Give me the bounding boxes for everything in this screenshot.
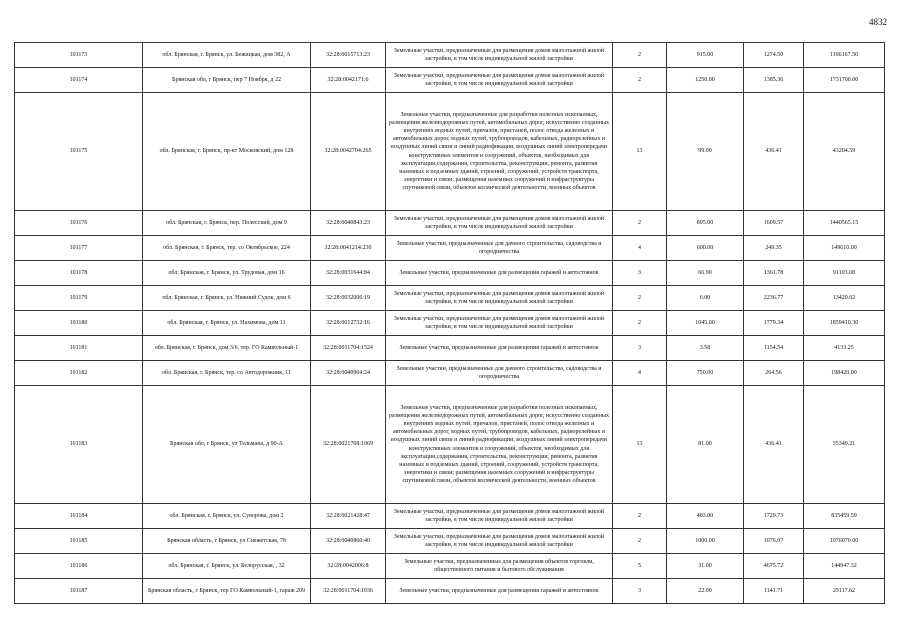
- specific-value-cell: 2236.77: [744, 286, 804, 311]
- cadastral-number-cell: 32:28:0012732:16: [311, 311, 386, 336]
- cadastral-value-cell: 13420.62: [804, 286, 885, 311]
- area-cell: 31.00: [667, 554, 744, 579]
- cadastral-value-cell: 35349.21: [804, 386, 885, 504]
- parcel-number-cell: 101178: [15, 261, 143, 286]
- cadastral-value-cell: 1076070.00: [804, 529, 885, 554]
- address-cell: обл. Брянская, г. Брянск, тер. со Автодорожник, 11: [143, 361, 311, 386]
- area-cell: 600.00: [667, 236, 744, 261]
- specific-value-cell: 1076.07: [744, 529, 804, 554]
- area-cell: 1250.00: [667, 68, 744, 93]
- address-cell: обл. Брянская, г. Брянск, ул. Белорусская, , 32: [143, 554, 311, 579]
- parcel-number-cell: 101185: [15, 529, 143, 554]
- land-use-cell: Земельные участки, предназначенные для дачного строительства, садоводства и огородничества: [386, 361, 613, 386]
- land-use-cell: Земельные участки, предназначенные для размещения гаражей и автостоянок: [386, 261, 613, 286]
- specific-value-cell: 4675.72: [744, 554, 804, 579]
- land-use-cell: Земельные участки, предназначенные для размещения домов малоэтажной жилой застройки, в том числе индивидуальной жилой застройки: [386, 311, 613, 336]
- cadastral-value-cell: 144947.32: [804, 554, 885, 579]
- group-cell: 2: [613, 211, 667, 236]
- specific-value-cell: 1154.54: [744, 336, 804, 361]
- cadastral-value-cell: 91103.08: [804, 261, 885, 286]
- parcel-number-cell: 101183: [15, 386, 143, 504]
- land-use-cell: Земельные участки, предназначенные для размещения домов малоэтажной жилой застройки, в том числе индивидуальной жилой застройки: [386, 504, 613, 529]
- specific-value-cell: 1385.36: [744, 68, 804, 93]
- specific-value-cell: 1361.78: [744, 261, 804, 286]
- table-row: [15, 286, 885, 311]
- table-row: [15, 554, 885, 579]
- group-cell: 13: [613, 93, 667, 211]
- land-use-cell: Земельные участки, предназначенные для размещения домов малоэтажной жилой застройки, в том числе индивидуальной жилой застройки: [386, 211, 613, 236]
- land-use-cell: Земельные участки, предназначенные для размещения объектов торговли, общественного питания и бытового обслуживания: [386, 554, 613, 579]
- land-use-cell: Земельные участки, предназначенные для размещения домов малоэтажной жилой застройки, в том числе индивидуальной жилой застройки: [386, 68, 613, 93]
- table-row: [15, 211, 885, 236]
- group-cell: 5: [613, 554, 667, 579]
- area-cell: 99.00: [667, 93, 744, 211]
- area-cell: 6.00: [667, 286, 744, 311]
- area-cell: 66.90: [667, 261, 744, 286]
- group-cell: 2: [613, 311, 667, 336]
- address-cell: Брянская область, г Брянск, тер ГО Камвольный-1, гараж 209: [143, 579, 311, 604]
- group-cell: 13: [613, 386, 667, 504]
- land-use-cell: Земельные участки, предназначенные для размещения гаражей и автостоянок: [386, 579, 613, 604]
- cadastral-number-cell: 32:28:0042704:265: [311, 93, 386, 211]
- table-row: [15, 336, 885, 361]
- table-row: [15, 311, 885, 336]
- group-cell: 2: [613, 43, 667, 68]
- land-use-cell: Земельные участки, предназначенные для размещения домов малоэтажной жилой застройки, в том числе индивидуальной жилой застройки: [386, 286, 613, 311]
- cadastral-number-cell: 32:28:0040860:40: [311, 529, 386, 554]
- land-use-cell: Земельные участки, предназначенные для разработки полезных ископаемых, размещения железнодорожных путей, автомобильных дорог, искусственно созданных внутренних водных путей, причалов, пристаней, полос отвода железных и автомобильных дорог, водных путей, трубопроводов, кабельных, радиорелейных и воздушных линий связи и линий радиофикации, воздушных линий электропередачи конструктивных элементов и сооружений, объектов, необходимых для эксплуатации,содержания, строительства, реконструкции, ремонта, развития наземных и подземных зданий, строений, сооружений, устройств транспорта, энергетики и связи; размещения наземных сооружений и инфраструктуры спутниковой связи, объектов космической деятельности, военных объектов: [386, 93, 613, 211]
- page-number: 4832: [869, 17, 887, 27]
- parcel-number-cell: 101176: [15, 211, 143, 236]
- specific-value-cell: 249.35: [744, 236, 804, 261]
- group-cell: 2: [613, 529, 667, 554]
- group-cell: 4: [613, 361, 667, 386]
- address-cell: обл. Брянская, г. Брянск, пер. Полесский, дом 9: [143, 211, 311, 236]
- address-cell: обл. Брянская, г. Брянск, дом 3/6, тер. ГО Камвольный-1: [143, 336, 311, 361]
- specific-value-cell: 1729.73: [744, 504, 804, 529]
- group-cell: 3: [613, 336, 667, 361]
- table-row: [15, 361, 885, 386]
- area-cell: 483.00: [667, 504, 744, 529]
- table-row: [15, 529, 885, 554]
- cadastral-value-cell: 1440565.15: [804, 211, 885, 236]
- group-cell: 2: [613, 286, 667, 311]
- group-cell: 4: [613, 236, 667, 261]
- address-cell: обл. Брянская, г. Брянск, ул. Суворова, дом 2: [143, 504, 311, 529]
- land-use-cell: Земельные участки, предназначенные для дачного строительства, садоводства и огородничества: [386, 236, 613, 261]
- parcel-number-cell: 101174: [15, 68, 143, 93]
- address-cell: обл. Брянская, г. Брянск, тер. со Октябрьское, 224: [143, 236, 311, 261]
- parcel-number-cell: 101187: [15, 579, 143, 604]
- land-registry-table: [14, 42, 885, 604]
- cadastral-number-cell: 32:28:0042171:6: [311, 68, 386, 93]
- group-cell: 2: [613, 504, 667, 529]
- cadastral-number-cell: 32:28:0021708:1069: [311, 386, 386, 504]
- parcel-number-cell: 101177: [15, 236, 143, 261]
- area-cell: 750.00: [667, 361, 744, 386]
- table-row: [15, 504, 885, 529]
- group-cell: 2: [613, 68, 667, 93]
- address-cell: обл. Брянская, г. Брянск, ул. Трудовая, дом 16: [143, 261, 311, 286]
- address-cell: Брянская область, г Брянск, ул Снежетская, 78: [143, 529, 311, 554]
- cadastral-number-cell: 32:28:0041214:230: [311, 236, 386, 261]
- cadastral-value-cell: 198420.00: [804, 361, 885, 386]
- table-row: [15, 68, 885, 93]
- land-use-cell: Земельные участки, предназначенные для размещения гаражей и автостоянок: [386, 336, 613, 361]
- address-cell: обл. Брянская, г. Брянск, ул. Бежицкая, дом 382, А: [143, 43, 311, 68]
- parcel-number-cell: 101179: [15, 286, 143, 311]
- specific-value-cell: 1609.57: [744, 211, 804, 236]
- area-cell: 1045.00: [667, 311, 744, 336]
- specific-value-cell: 1274.50: [744, 43, 804, 68]
- cadastral-number-cell: 32:28:0032006:19: [311, 286, 386, 311]
- area-cell: 3.58: [667, 336, 744, 361]
- cadastral-number-cell: 32:28:0015713:23: [311, 43, 386, 68]
- table-row: [15, 93, 885, 211]
- address-cell: обл. Брянская, г. Брянск, ул. Нижний Судок, дом 6: [143, 286, 311, 311]
- table-row: [15, 43, 885, 68]
- group-cell: 3: [613, 579, 667, 604]
- parcel-number-cell: 101182: [15, 361, 143, 386]
- cadastral-number-cell: 32:28:0011704:1524: [311, 336, 386, 361]
- area-cell: 1000.00: [667, 529, 744, 554]
- cadastral-value-cell: 43204.59: [804, 93, 885, 211]
- address-cell: обл. Брянская, г. Брянск, пр-кт Московский, дом 128: [143, 93, 311, 211]
- specific-value-cell: 436.41: [744, 93, 804, 211]
- table-row: [15, 579, 885, 604]
- table-row: [15, 236, 885, 261]
- area-cell: 915.00: [667, 43, 744, 68]
- group-cell: 3: [613, 261, 667, 286]
- table-row: [15, 261, 885, 286]
- cadastral-value-cell: 1166167.50: [804, 43, 885, 68]
- specific-value-cell: 436.41: [744, 386, 804, 504]
- address-cell: обл. Брянская, г. Брянск, ул. Нахимова, дом 11: [143, 311, 311, 336]
- table-row: [15, 386, 885, 504]
- cadastral-number-cell: 32:28:0040843:23: [311, 211, 386, 236]
- cadastral-number-cell: 32:28:0042006:8: [311, 554, 386, 579]
- cadastral-value-cell: 1859410.30: [804, 311, 885, 336]
- area-cell: 895.00: [667, 211, 744, 236]
- table-body: [15, 43, 885, 604]
- area-cell: 22.00: [667, 579, 744, 604]
- parcel-number-cell: 101173: [15, 43, 143, 68]
- cadastral-number-cell: 32:28:0011704:1936: [311, 579, 386, 604]
- address-cell: Брянская обл, г Брянск, ул Тельмана, д 90-А: [143, 386, 311, 504]
- specific-value-cell: 1779.34: [744, 311, 804, 336]
- cadastral-number-cell: 32:28:0021428:47: [311, 504, 386, 529]
- parcel-number-cell: 101175: [15, 93, 143, 211]
- cadastral-value-cell: 1731700.00: [804, 68, 885, 93]
- address-cell: Брянская обл, г Брянск, пер 7 Ноября, д 22: [143, 68, 311, 93]
- parcel-number-cell: 101181: [15, 336, 143, 361]
- cadastral-value-cell: 149610.00: [804, 236, 885, 261]
- parcel-number-cell: 101180: [15, 311, 143, 336]
- land-use-cell: Земельные участки, предназначенные для разработки полезных ископаемых, размещения железнодорожных путей, автомобильных дорог, искусственно созданных внутренних водных путей, причалов, пристаней, полос отвода железных и автомобильных дорог, водных путей, трубопроводов, кабельных, радиорелейных и воздушных линий связи и линий радиофикации, воздушных линий электропередачи конструктивных элементов и сооружений, объектов, необходимых для эксплуатации,содержания, строительства, реконструкции, ремонта, развития наземных и подземных зданий, строений, сооружений, устройств транспорта, энергетики и связи; размещения наземных сооружений и инфраструктуры спутниковой связи, объектов космической деятельности, военных объектов: [386, 386, 613, 504]
- cadastral-value-cell: 25117.62: [804, 579, 885, 604]
- cadastral-number-cell: 32:28:0031644:84: [311, 261, 386, 286]
- parcel-number-cell: 101186: [15, 554, 143, 579]
- cadastral-number-cell: 32:28:0040904:24: [311, 361, 386, 386]
- area-cell: 81.00: [667, 386, 744, 504]
- cadastral-value-cell: 4133.25: [804, 336, 885, 361]
- parcel-number-cell: 101184: [15, 504, 143, 529]
- land-use-cell: Земельные участки, предназначенные для размещения домов малоэтажной жилой застройки, в том числе индивидуальной жилой застройки: [386, 529, 613, 554]
- land-use-cell: Земельные участки, предназначенные для размещения домов малоэтажной жилой застройки, в том числе индивидуальной жилой застройки: [386, 43, 613, 68]
- cadastral-value-cell: 835459.59: [804, 504, 885, 529]
- specific-value-cell: 1141.71: [744, 579, 804, 604]
- specific-value-cell: 264.56: [744, 361, 804, 386]
